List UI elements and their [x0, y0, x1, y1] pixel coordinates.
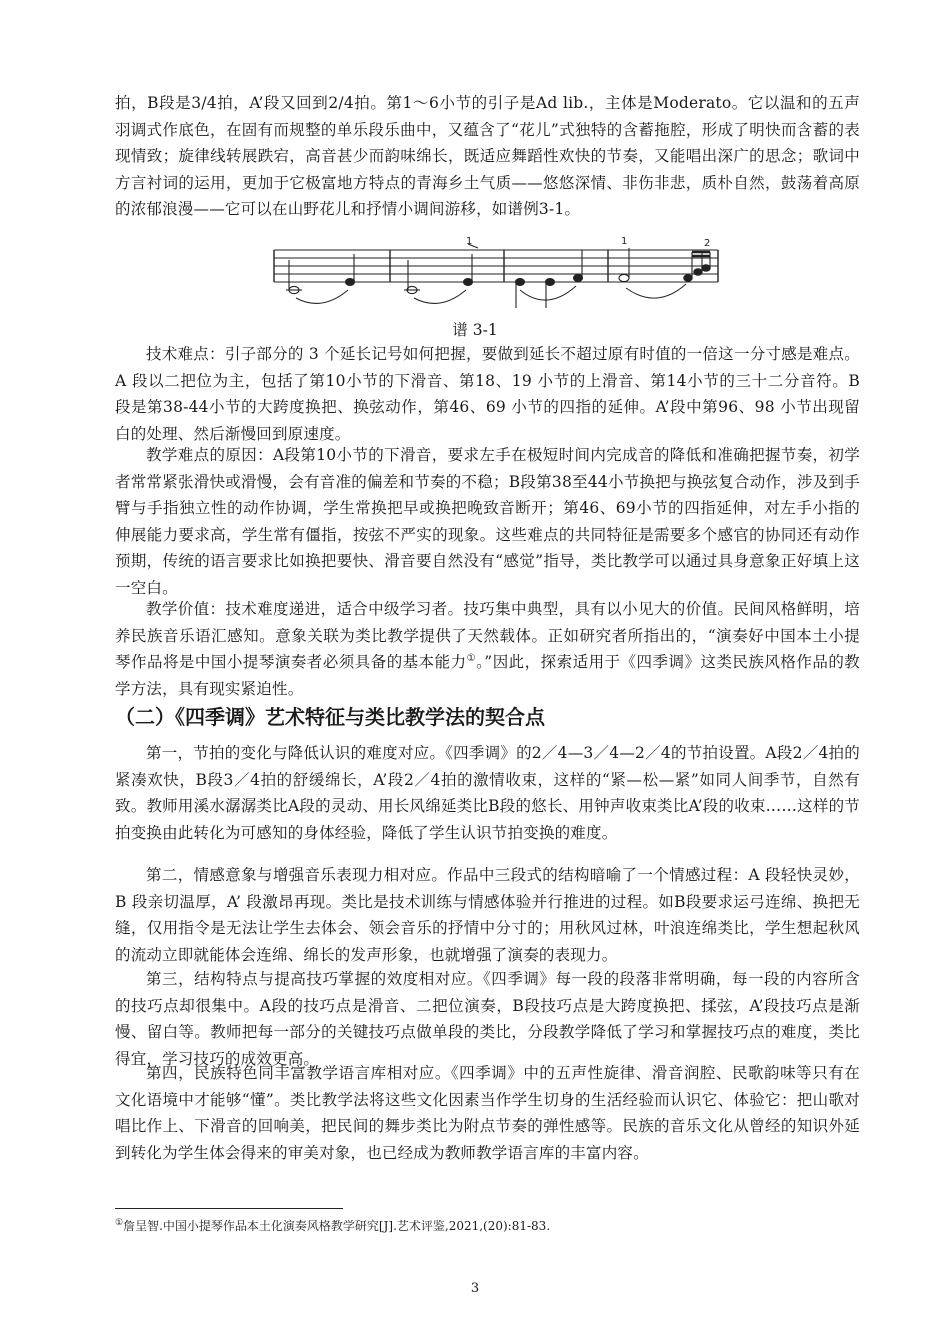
- footnote-divider: [115, 1208, 343, 1209]
- footnote-text: 詹呈智.中国小提琴作品本土化演奏风格教学研究[J].艺术评鉴,2021,(20):81-83.: [123, 1219, 551, 1233]
- teaching-difficulty-paragraph: 教学难点的原因：A段第10小节的下滑音，要求左手在极短时间内完成音的降低和准确把握节奏，初学者常常紧张滑快或滑慢，会有音准的偏差和节奏的不稳；B段第38至44小节换把与换弦复合动作，涉及到手臂与手指独立性的动作协调，学生常换把早或换把晚致音断开；第46、69小节的四指延伸，对左手小指的伸展能力要求高，学生常有僵指，按弦不严实的现象。这些难点的共同特征是需要多个感官的协同还有动作预期，传统的语言要求比如换把要快、滑音要自然没有“感觉”指导，类比教学可以通过具身意象正好填上这一空白。: [115, 446, 860, 597]
- fingering-number: 2: [704, 238, 711, 249]
- footnote: [115, 1217, 860, 1235]
- teaching-value-text: 教学价值：技术难度递进，适合中级学习者。技巧集中典型，具有以小见大的价值。民间风格鲜明，培养民族音乐语汇感知。意象关联为类比教学提供了天然载体。正如研究者所指出的，“演奏好中国本土小提琴作品将是中国小提琴演奏者必须具备的基本能力: [115, 600, 860, 671]
- fourth-point-paragraph: 第四，民族特色同丰富教学语言库相对应。《四季调》中的五声性旋律、滑音润腔、民歌韵味等只有在文化语境中才能够“懂”。类比教学法将这些文化因素当作学生切身的生活经验而认识它、体验它：把山歌对唱比作上、下滑音的回响美，把民间的舞步类比为附点节奏的弹性感等。民族的音乐文化从曾经的知识外延到转化为学生体会得来的审美对象，也已经成为教师教学语言库的丰富内容。: [115, 1064, 860, 1162]
- music-score-example: [272, 232, 722, 312]
- page-number: 3: [470, 1281, 480, 1296]
- second-point-paragraph: 第二，情感意象与增强音乐表现力相对应。作品中三段式的结构暗喻了一个情感过程：A 段轻快灵妙，B 段亲切温厚，A’ 段激昂再现。类比是技术训练与情感体验并行推进的过程。如B段要求运弓连绵、换把无缝，仅用指令是无法让学生去体会、领会音乐的抒情中分寸的；用秋风过林，叶浪连绵类比，学生想起秋风的流动立即就能体会连绵、绵长的发声形象，也就增强了演奏的表现力。: [115, 866, 860, 964]
- technical-difficulty-paragraph: 技术难点：引子部分的 3 个延长记号如何把握，要做到延长不超过原有时值的一倍这一分寸感是难点。A 段以二把位为主，包括了第10小节的下滑音、第18、19 小节的上滑音、第14小节的三十二分音符。B 段是第38-44小节的大跨度换把、换弦动作，第46、69 小节的四指的延伸。A’段中第96、98 小节出现留白的处理、然后渐慢回到原速度。: [115, 345, 860, 443]
- fingering-number: 1: [621, 236, 628, 247]
- intro-paragraph: 拍，B段是3/4拍，A’段又回到2/4拍。第1～6小节的引子是Ad lib.，主体是Moderato。它以温和的五声羽调式作底色，在固有而规整的单乐段乐曲中，又蕴含了“花儿”式独特的含蓄拖腔，形成了明快而含蓄的表现情致；旋律线转展跌宕，高音甚少而韵味绵长，既适应舞蹈性欢快的节奏，又能唱出深广的思念；歌词中方言衬词的运用，更加于它极富地方特点的青海乡土气质——悠悠深情、非伤非悲，质朴自然，鼓荡着高原的浓郁浪漫——它可以在山野花儿和抒情小调间游移，如谱例3-1。: [115, 94, 860, 218]
- fingering-number: 1: [466, 236, 473, 247]
- teaching-value-paragraph: [115, 596, 860, 702]
- score-caption: 谱 3-1: [452, 321, 498, 339]
- footnote-reference[interactable]: ①: [466, 652, 477, 664]
- teaching-value-tail: 。”因此，探索适用于《四季调》这类民族风格作品的教学方法，具有现实紧迫性。: [115, 653, 860, 698]
- section-heading: （二）《四季调》艺术特征与类比教学法的契合点: [115, 705, 545, 729]
- first-point-paragraph: 第一，节拍的变化与降低认识的难度对应。《四季调》的2／4—3／4—2／4的节拍设置。A段2／4拍的紧凑欢快，B段3／4拍的舒缓绵长，A’段2／4拍的激情收束，这样的“紧—松—紧”如同人间季节，自然有致。教师用溪水潺潺类比A段的灵动、用长风绵延类比B段的悠长、用钟声收束类比A’段的收束……这样的节拍变换由此转化为可感知的身体经验，降低了学生认识节拍变换的难度。: [115, 744, 860, 842]
- notes: [286, 248, 710, 308]
- footnote-mark: ①: [115, 1218, 124, 1228]
- third-point-paragraph: 第三，结构特点与提高技巧掌握的效度相对应。《四季调》每一段的段落非常明确，每一段的内容所含的技巧点却很集中。A段的技巧点是滑音、二把位演奏，B段技巧点是大跨度换把、揉弦，A’段技巧点是渐慢、留白等。教师把每一部分的关键技巧点做单段的类比，分段教学降低了学习和掌握技巧点的难度，类比得宜，学习技巧的成效更高。: [115, 970, 860, 1068]
- staff-lines: [274, 250, 718, 282]
